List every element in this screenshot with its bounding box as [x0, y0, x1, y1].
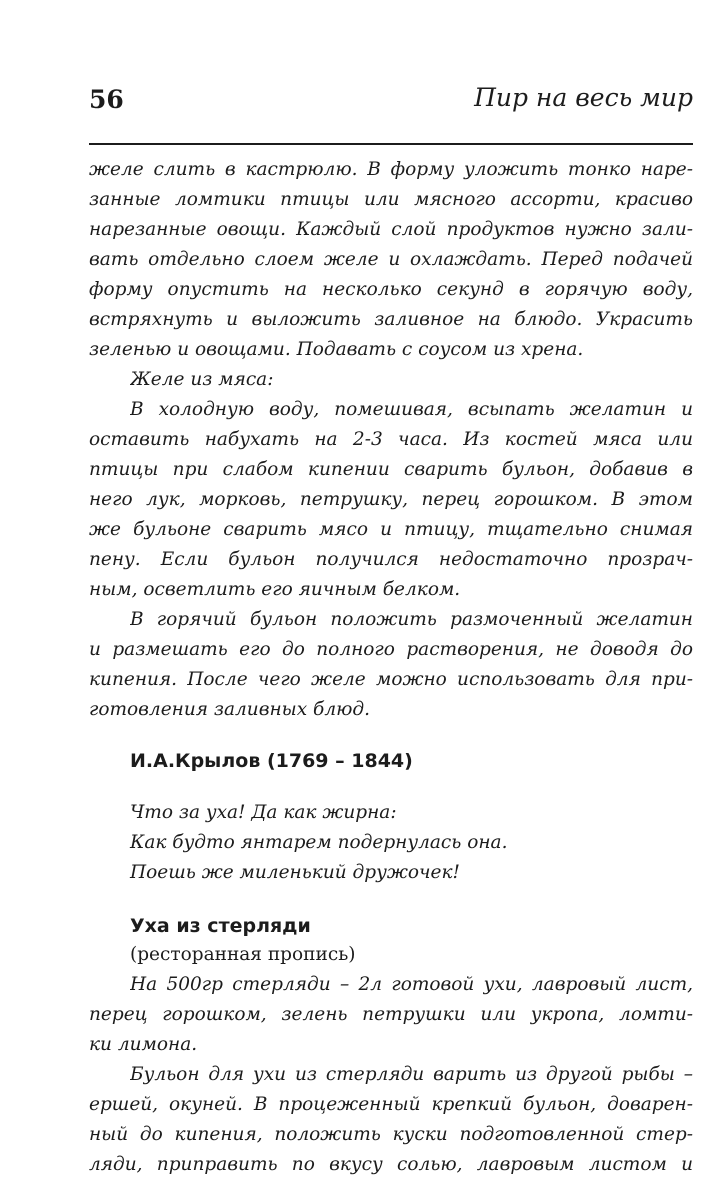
text-line: готовления заливных блюд. — [89, 699, 371, 720]
text-line: ершей, окуней. В процеженный крепкий бульон, доварен- — [89, 1094, 693, 1115]
text-line: занные ломтики птицы или мясного ассорти, красиво — [89, 189, 693, 210]
text-line: В горячий бульон положить размоченный желатин — [130, 609, 693, 630]
text-line: вать отдельно слоем желе и охлаждать. Перед подачей — [89, 249, 693, 270]
text-line: зеленью и овощами. Подавать с соусом из хрена. — [89, 339, 584, 360]
text-line: ным, осветлить его яичным белком. — [89, 579, 461, 600]
text-line: форму опустить на несколько секунд в горячую воду, — [89, 279, 693, 300]
text-line: Бульон для ухи из стерляди варить из другой рыбы – — [130, 1064, 693, 1085]
text-line: птицы при слабом кипении сварить бульон, добавив в — [89, 459, 693, 480]
text-line: кипения. После чего желе можно использовать для при- — [89, 669, 693, 690]
text-line: же бульоне сварить мясо и птицу, тщательно снимая — [89, 519, 693, 540]
text-line: встряхнуть и выложить заливное на блюдо. Украсить — [89, 309, 693, 330]
text-line: перец горошком, зелень петрушки или укропа, ломти- — [89, 1004, 693, 1025]
text-line: В холодную воду, помешивая, всыпать желатин и — [130, 399, 693, 420]
text-line: ный до кипения, положить куски подготовленной стер- — [89, 1124, 693, 1145]
text-line: пену. Если бульон получился недостаточно прозрач- — [89, 549, 693, 570]
header-rule — [89, 143, 693, 145]
text-line: и размешать его до полного растворения, не доводя до — [89, 639, 693, 660]
text-line: желе слить в кастрюлю. В форму уложить тонко наре- — [89, 159, 693, 180]
poem-line: Что за уха! Да как жирна: — [130, 802, 397, 823]
page-number: 56 — [89, 85, 124, 114]
text-line: него лук, морковь, петрушку, перец горошком. В этом — [89, 489, 693, 510]
text-line: ляди, приправить по вкусу солью, лавровым листом и — [89, 1154, 693, 1175]
subtitle: Желе из мяса: — [130, 369, 274, 390]
author-heading: И.А.Крылов (1769 – 1844) — [130, 750, 413, 772]
poem-line: Как будто янтарем подернулась она. — [130, 832, 508, 853]
text-line: На 500гр стерляди – 2л готовой ухи, лавровый лист, — [130, 974, 693, 995]
text-line: оставить набухать на 2-3 часа. Из костей мяса или — [89, 429, 693, 450]
text-line: нарезанные овощи. Каждый слой продуктов нужно зали- — [89, 219, 693, 240]
recipe-title: Уха из стерляди — [130, 915, 311, 937]
text-line: ки лимона. — [89, 1034, 198, 1055]
recipe-note: (ресторанная пропись) — [130, 944, 356, 965]
poem-line: Поешь же миленький дружочек! — [130, 862, 460, 883]
running-title: Пир на весь мир — [474, 83, 693, 112]
